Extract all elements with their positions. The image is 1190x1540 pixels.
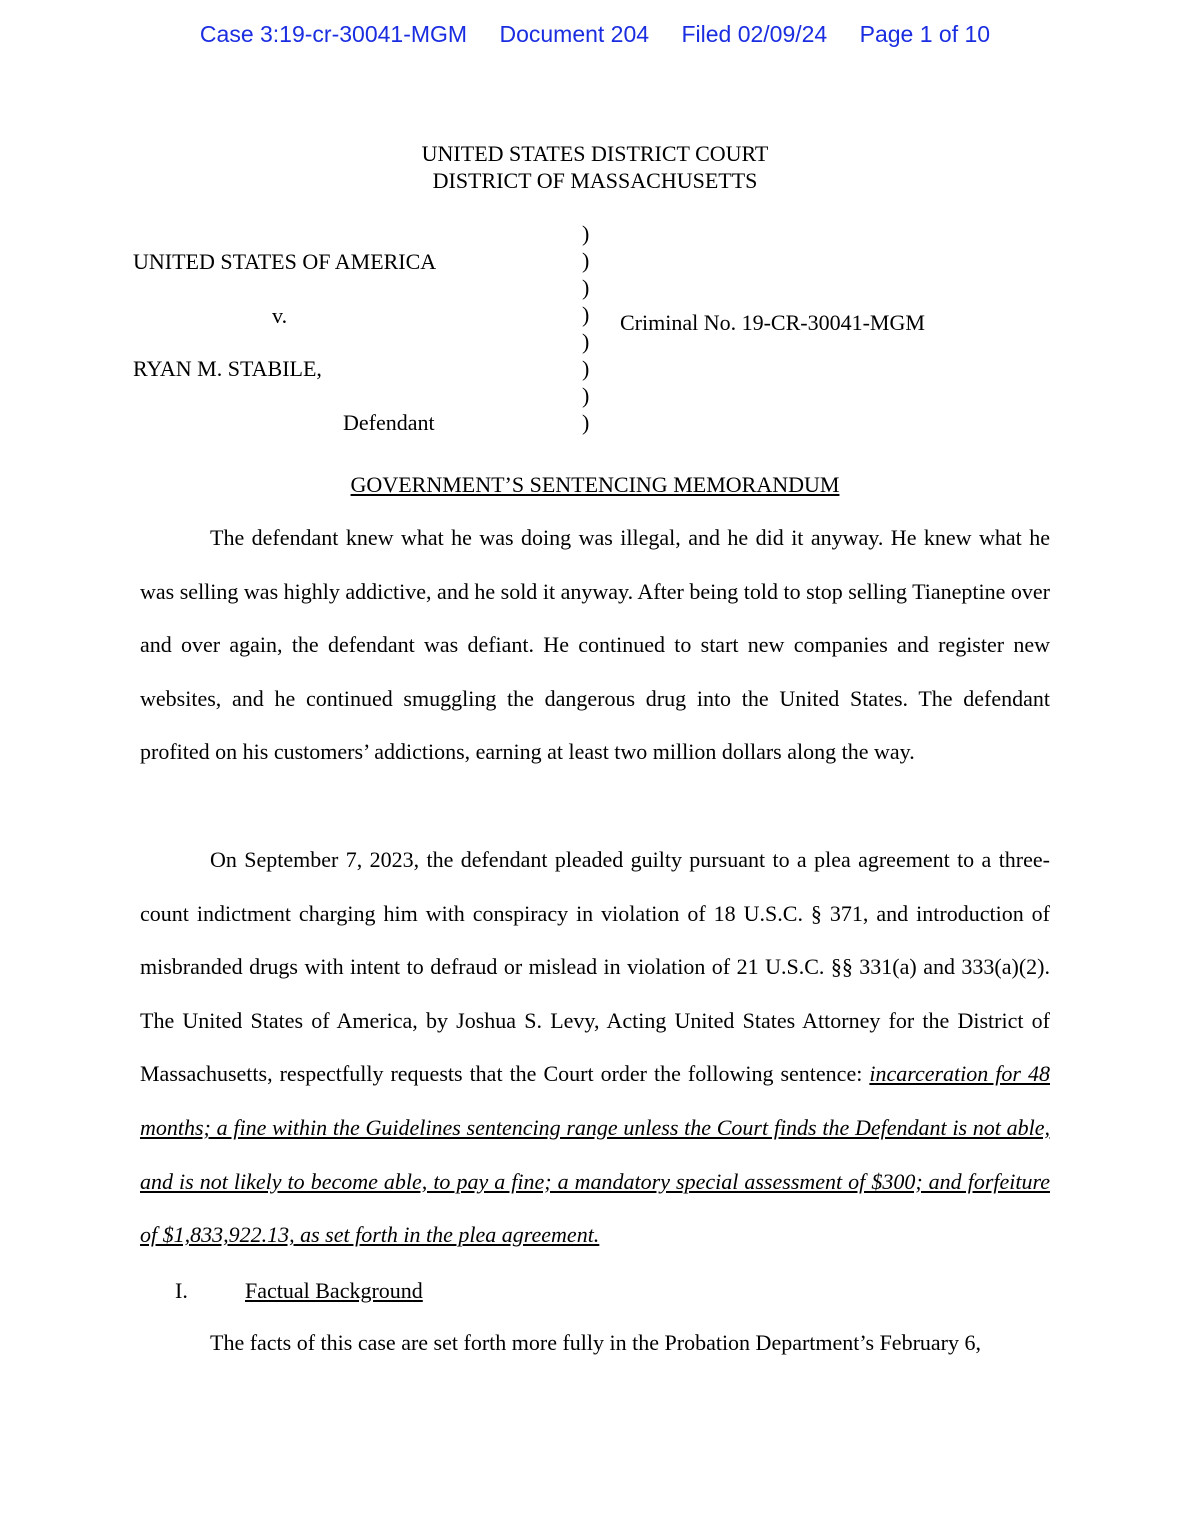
court-name: UNITED STATES DISTRICT COURT xyxy=(421,141,769,166)
defendant-name: RYAN M. STABILE, xyxy=(133,356,322,381)
caption-paren: ) xyxy=(582,221,590,246)
caption-paren: ) xyxy=(582,248,590,273)
requested-sentence: incarceration for 48 months; a fine within the Guidelines sentencing range unless the Court finds the Defendant is not able, and is not likely to become able, to pay a fine; a mandatory special assessment of $300; and forfeiture of $1,833,922.13, as set forth in the plea agreement. xyxy=(140,1061,1050,1248)
ecf-header-stamp xyxy=(0,21,1190,48)
court-district: DISTRICT OF MASSACHUSETTS xyxy=(432,168,758,193)
caption-paren: ) xyxy=(582,383,590,408)
versus-label: v. xyxy=(272,303,288,328)
defendant-label: Defendant xyxy=(343,410,435,435)
plea-text: On September 7, 2023, the defendant pleaded guilty pursuant to a plea agreement to a three-count indictment charging him with conspiracy in violation of 18 U.S.C. § 371, and introduction of misbranded drugs with intent to defraud or mislead in violation of 21 U.S.C. §§ 331(a) and 333(a)(2). The United States of America, by Joshua S. Levy, Acting United States Attorney for the District of Massachusetts, respectfully requests that the Court order the following sentence: xyxy=(140,847,1050,1087)
section-title: Factual Background xyxy=(245,1278,423,1303)
body-paragraph-plea xyxy=(140,833,1050,1262)
case-number-stamp: Case 3:19-cr-30041-MGM xyxy=(199,21,468,47)
body-paragraph-intro: The defendant knew what he was doing was illegal, and he did it anyway. He knew what he was selling was highly addictive, and he sold it anyway. After being told to stop selling Tianeptine over and over again, the defendant was defiant. He continued to start new companies and register new websites, and he continued smuggling the dangerous drug into the United States. The defendant profited on his customers’ addictions, earning at least two million dollars along the way. xyxy=(140,525,1050,765)
document-number-stamp: Document 204 xyxy=(499,21,650,47)
plaintiff-name: UNITED STATES OF AMERICA xyxy=(133,249,437,274)
filed-date-stamp: Filed 02/09/24 xyxy=(681,21,828,47)
caption-paren: ) xyxy=(582,275,590,300)
document-title: GOVERNMENT’S SENTENCING MEMORANDUM xyxy=(350,472,840,497)
caption-paren: ) xyxy=(582,356,590,381)
body-paragraph-facts: The facts of this case are set forth more fully in the Probation Department’s February 6, xyxy=(210,1330,981,1355)
page-number-stamp: Page 1 of 10 xyxy=(859,21,991,47)
caption-paren: ) xyxy=(582,302,590,327)
caption-paren: ) xyxy=(582,329,590,354)
criminal-case-number: Criminal No. 19-CR-30041-MGM xyxy=(620,310,925,335)
section-number: I. xyxy=(175,1278,188,1303)
caption-paren: ) xyxy=(582,410,590,435)
